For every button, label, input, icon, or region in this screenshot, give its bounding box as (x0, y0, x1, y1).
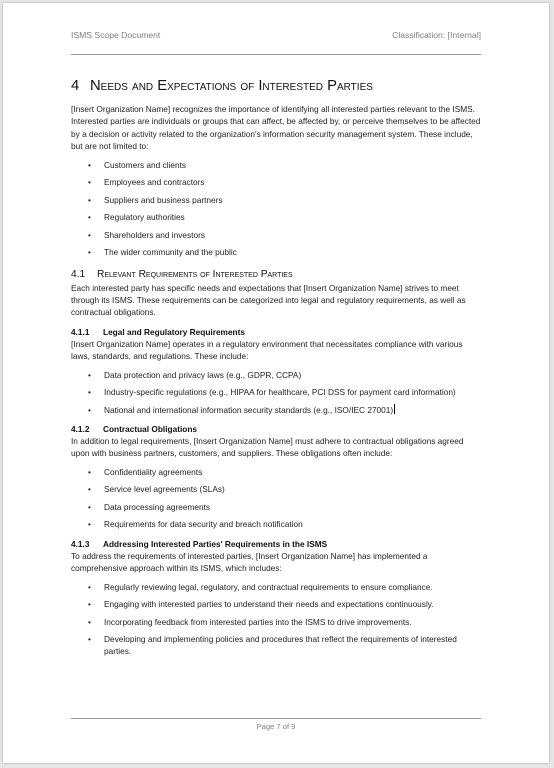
page-number: Page 7 of 9 (256, 722, 296, 731)
section-4-1-2-intro: In addition to legal requirements, [Insert Organization Name] must adhere to contractual obligations agreed upon with business partners, customers, and suppliers. These obligations often include: (71, 435, 464, 459)
section-4-1-3-heading (71, 538, 481, 550)
header-title: ISMS Scope Document (71, 30, 161, 40)
list-item: • Confidentiality agreements (71, 466, 481, 478)
list-item: • Industry-specific regulations (e.g., HIPAA for healthcare, PCI DSS for payment card information) (71, 386, 481, 398)
section-4-1-2-number: 4.1.2 (71, 423, 90, 434)
header-divider (71, 54, 481, 55)
list-item (71, 404, 481, 416)
list-item: • Service level agreements (SLAs) (71, 483, 481, 495)
document-body[interactable] (71, 77, 481, 663)
section-4-title: Needs and Expectations of Interested Parties (90, 78, 373, 94)
page-header (71, 30, 481, 44)
header-classification: Classification: [Internal] (392, 30, 481, 40)
list-item: • Requirements for data security and breach notification (71, 518, 481, 530)
list-item: • Engaging with interested parties to understand their needs and expectations continuously. (71, 598, 481, 610)
text-cursor (394, 404, 395, 414)
list-item: • Suppliers and business partners (71, 194, 481, 206)
section-4-1-title: Relevant Requirements of Interested Parties (97, 268, 293, 280)
interested-parties-list (71, 159, 481, 259)
list-item-text: National and international information security standards (e.g., ISO/IEC 27001) (104, 404, 394, 415)
isms-approach-list (71, 581, 481, 658)
contractual-obligations-list (71, 466, 481, 531)
list-item: • Data processing agreements (71, 501, 481, 513)
section-4-number: 4 (71, 78, 80, 94)
section-4-1-1-heading (71, 326, 481, 338)
section-4-1-intro: Each interested party has specific needs and expectations that [Insert Organization Name] strives to meet through its ISMS. These requirements can be categorized into legal and regulatory requirements, as well as contractual obligations. (71, 282, 466, 318)
section-4-1-2-title: Contractual Obligations (103, 423, 198, 434)
section-4-1-3-intro: To address the requirements of interested parties, [Insert Organization Name] has implemented a comprehensive approach within its ISMS, which includes: (71, 550, 428, 574)
section-4-intro: [Insert Organization Name] recognizes the importance of identifying all interested parties relevant to the ISMS. Interested parties are individuals or groups that can affect, be affected by, or perceive themselves to be affected by a decision or activity related to the organization's information security management system. These include, but are not limited to: (71, 104, 481, 152)
list-item: • Data protection and privacy laws (e.g., GDPR, CCPA) (71, 369, 481, 381)
list-item: • Customers and clients (71, 159, 481, 171)
legal-requirements-list (71, 369, 481, 416)
section-4-1-2-heading (71, 423, 481, 435)
document-page (3, 3, 549, 763)
list-item: • The wider community and the public (71, 246, 481, 258)
section-4-1-3-number: 4.1.3 (71, 538, 90, 549)
list-item: • Regulatory authorities (71, 211, 481, 223)
list-item: • Shareholders and investors (71, 229, 481, 241)
list-item: • Incorporating feedback from interested parties into the ISMS to drive improvements. (71, 616, 481, 628)
section-4-1-heading (71, 268, 481, 281)
footer-divider (71, 718, 481, 719)
list-item: • Regularly reviewing legal, regulatory, and contractual requirements to ensure compliance. (71, 581, 481, 593)
section-4-1-1-intro: [Insert Organization Name] operates in a regulatory environment that necessitates compliance with various laws, standards, and regulations. These include: (71, 338, 463, 362)
section-4-heading (71, 77, 481, 96)
list-item: • Developing and implementing policies and procedures that reflect the requirements of interested parties. (71, 633, 481, 658)
section-4-1-1-number: 4.1.1 (71, 326, 90, 337)
section-4-1-number: 4.1 (71, 268, 86, 280)
section-4-1-3-title: Addressing Interested Parties' Requirements in the ISMS (103, 538, 328, 549)
list-item: • Employees and contractors (71, 176, 481, 188)
section-4-1-1-title: Legal and Regulatory Requirements (103, 326, 245, 337)
